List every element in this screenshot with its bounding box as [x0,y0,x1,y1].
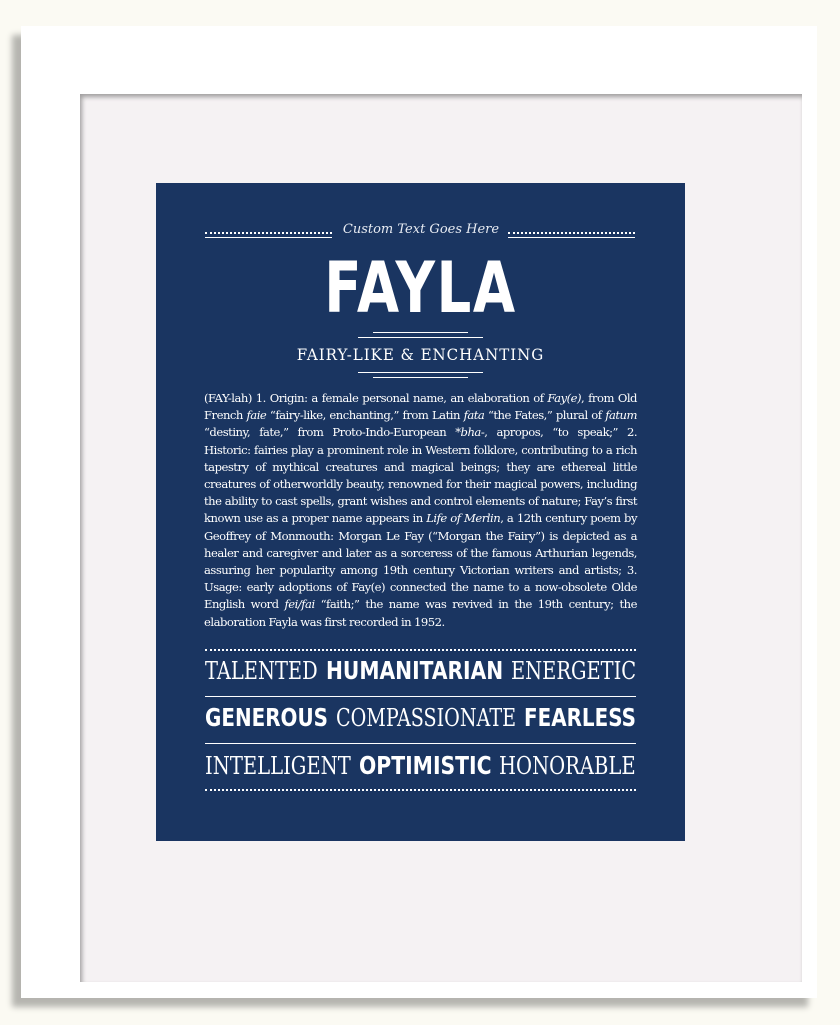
definition-italic-term: Life of Merlin [426,511,501,526]
definition-italic-term: faie [246,408,267,423]
name-definition [204,390,637,631]
definition-text: , a 12th century poem by Geoffrey of Monmouth: Morgan Le Fay (“Morgan the Fairy”) is depicted as a healer and caregiver and later as a sorceress of the famous Arthurian legends, assuring her popularity among 19th century Victorian writers and artists; 3. Usage: early adoptions of Fay(e) connected the name to a now-obsolete Olde English word [204,511,637,612]
trait-divider-1 [205,696,636,697]
trait-row-1 [205,656,636,690]
rule-below-meaning-2 [373,377,468,378]
definition-text: (FAY-lah) 1. Origin: a female personal name, an elaboration of [204,391,548,405]
name-meaning: FAIRY-LIKE & ENCHANTING [296,346,545,364]
dotted-divider-left [205,232,332,238]
definition-italic-term: *bha- [455,425,485,440]
definition-text: , apropos, “to speak;” 2. Historic: fairies play a prominent role in Western folklore, contributing to a rich tapestry of mythical creatures and magical beings; they are ethereal little creatures of otherworldly beauty, renowned for their magical powers, including the ability to cast spells, grant wishes and control elements of nature; Fay’s first known use as a proper name appears in [204,425,637,526]
trait-word: INTELLIGENT [205,752,351,780]
rule-below-meaning-1 [358,372,483,373]
dotted-divider-traits-bottom [205,789,636,791]
rule-above-meaning-2 [358,337,483,338]
dotted-divider-right [508,232,635,238]
trait-word: GENEROUS [205,703,328,732]
definition-text: “destiny, fate,” from Proto-Indo-European [204,425,456,440]
trait-row-3 [205,751,636,785]
definition-italic-term: Fay(e) [547,391,582,405]
trait-word: HUMANITARIAN [325,656,503,685]
definition-text: , from Old French [204,391,637,423]
trait-word: OPTIMISTIC [358,751,492,780]
trait-row-2 [205,703,636,737]
definition-text: “the Fates,” plural of [484,408,606,423]
trait-divider-2 [205,743,636,744]
dotted-divider-traits-top [205,649,636,651]
definition-italic-term: fatum [605,408,638,423]
rule-above-meaning-1 [373,332,468,333]
definition-italic-term: fata [463,408,485,423]
trait-word: ENERGETIC [510,657,637,685]
custom-text-row [156,221,685,245]
custom-text: Custom Text Goes Here [342,222,500,237]
definition-text: “fairy-like, enchanting,” from Latin [266,408,464,423]
name-title: FAYLA [324,247,517,329]
definition-italic-term: fei/fai [284,597,315,612]
trait-word: COMPASSIONATE [335,704,516,732]
trait-word: HONORABLE [499,752,636,780]
trait-word: FEARLESS [523,703,636,732]
definition-text: “faith;” the name was revived in the 19th century; the elaboration Fayla was first recorded in 1952. [204,597,637,629]
name-print [156,183,685,841]
trait-word: TALENTED [205,657,318,685]
